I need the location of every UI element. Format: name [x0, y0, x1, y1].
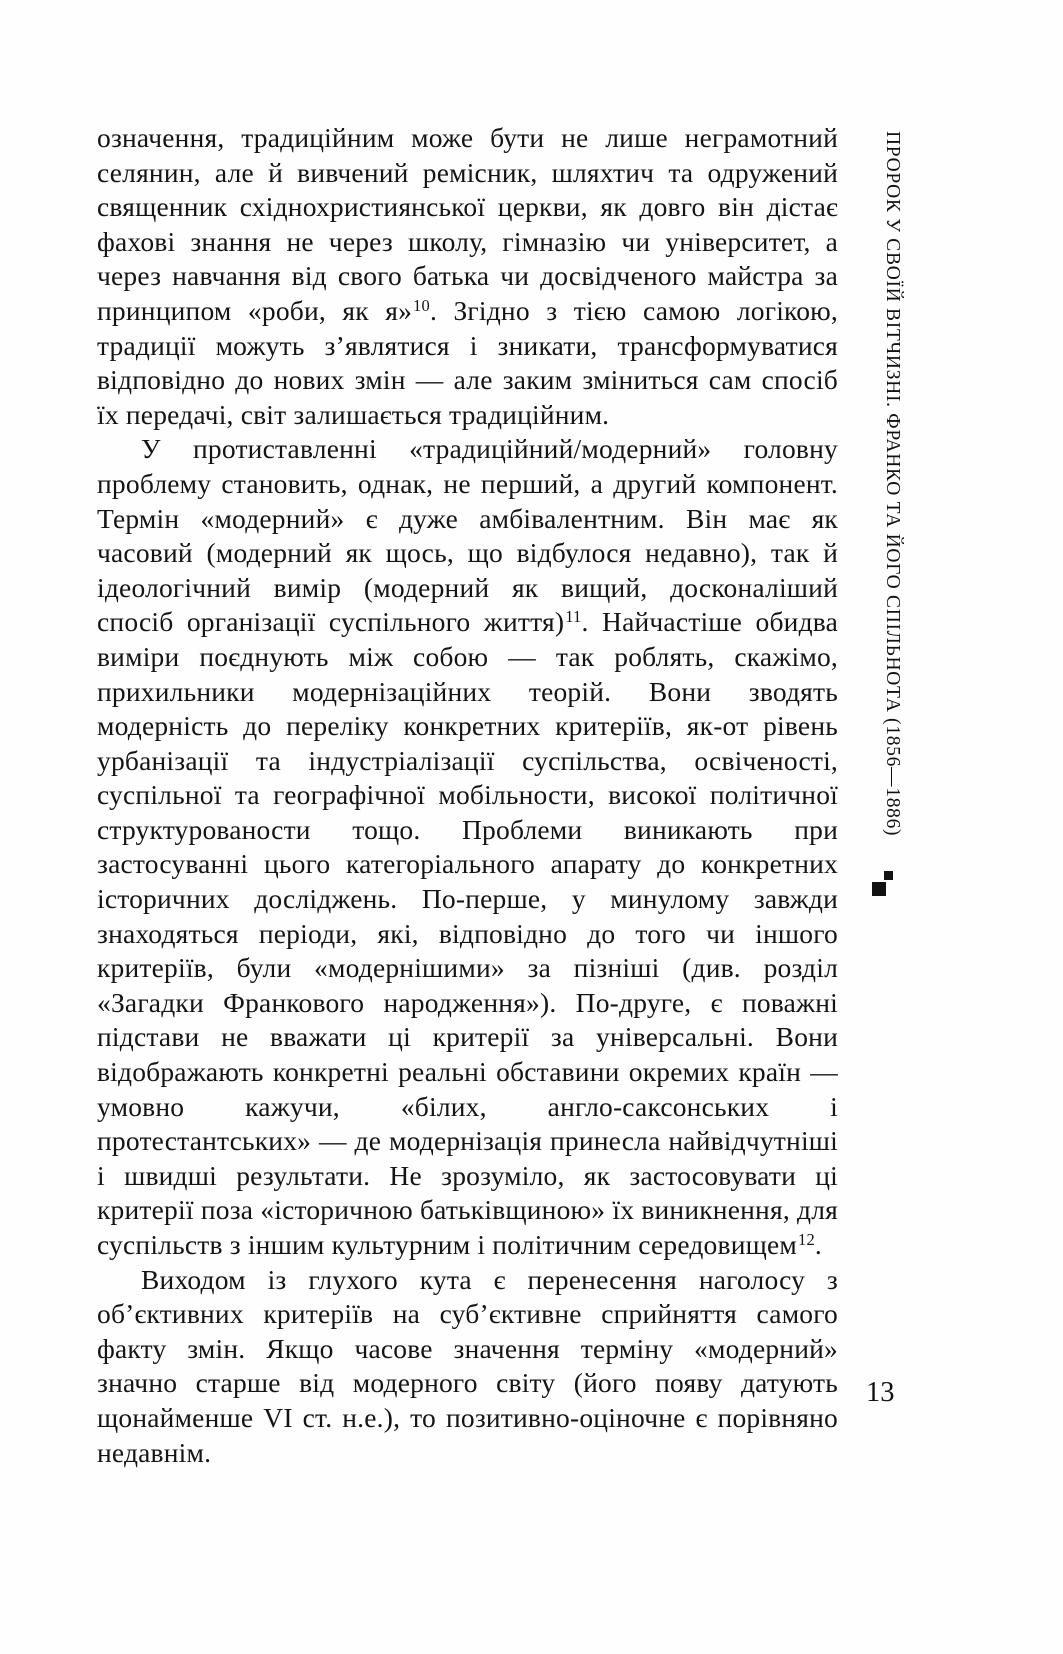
- squares-ornament-icon: [871, 870, 899, 902]
- footnote-ref: 10: [413, 295, 430, 315]
- paragraph: [97, 121, 838, 432]
- body-text-block: [97, 121, 838, 1470]
- paragraph-text: . Згідно з тією самою логікою, традиції можуть з’являтися і зникати, трансформуватися відповідно до нових змін — але заким зміниться сам спосіб їх передачі, світ залишається традиційним.: [97, 294, 838, 430]
- footnote-ref: 11: [565, 607, 582, 627]
- paragraph: [97, 432, 838, 1262]
- squares-ornament-svg: [871, 870, 899, 902]
- paragraph-text: .: [814, 1229, 822, 1260]
- paragraph-text: означення, традиційним може бути не лише неграмотний селянин, але й вивчений ремісник, шляхтич та одружений священник східнохристиянської церкви, як довго він дістає фахові знання не через школу, гімназію чи університет, а через навчання від свого батька чи досвідченого майстра за принципом «роби, як я»: [97, 122, 838, 326]
- paragraph-text: Виходом із глухого кута є перенесення наголосу з об’єктивних критеріїв на суб’єктивне сприйняття самого факту змін. Якщо часове значення терміну «модерний» значно старше від модерного світу (його появу датують щонайменше VI ст. н.е.), то позитивно-оціночне є порівняно недавнім.: [97, 1263, 838, 1468]
- paragraph-text: У протиставленні «традиційний/модерний» головну проблему становить, однак, не перший, а другий компонент. Термін «модерний» є дуже амбівалентним. Він має як часовий (модерний як щось, що відбулося недавно), так й ідеологічний вимір (модерний як вищий, досконаліший спосіб організації суспільного життя): [97, 433, 838, 638]
- running-head-vertical: ПРОРОК У СВОЇЙ ВІТЧИЗНІ. ФРАНКО ТА ЙОГО СПІЛЬНОТА (1856—1886): [882, 131, 903, 837]
- paragraph-text: . Найчастіше обидва виміри поєднують між собою — так роблять, скажімо, прихильники модернізаційних теорій. Вони зводять модерність до переліку конкретних критеріїв, як-от рівень урбанізації та індустріалізації суспільства, освіченості, суспільної та географічної мобільности, високої політичної структурованости тощо. Проблеми виникають при застосуванні цього категоріального апарату до конкретних історичних досліджень. По-перше, у минулому завжди знаходяться періоди, які, відповідно до того чи іншого критеріїв, були «модернішими» за пізніші (див. розділ «Загадки Франкового народження»). По-друге, є поважні підстави не вважати ці критерії за універсальні. Вони відображають конкретні реальні обставини окремих країн — умовно кажучи, «білих, англо-саксонських і протестантських» — де модернізація принесла найвідчутніші і швидші результати. Не зрозуміло, як застосовувати ці критерії поза «історичною батьківщиною» їх виникнення, для суспільств з іншим культурним і політичним середовищем: [97, 606, 838, 1260]
- footnote-ref: 12: [798, 1229, 815, 1249]
- paragraph: [97, 1263, 838, 1471]
- page-number: 13: [866, 1377, 895, 1408]
